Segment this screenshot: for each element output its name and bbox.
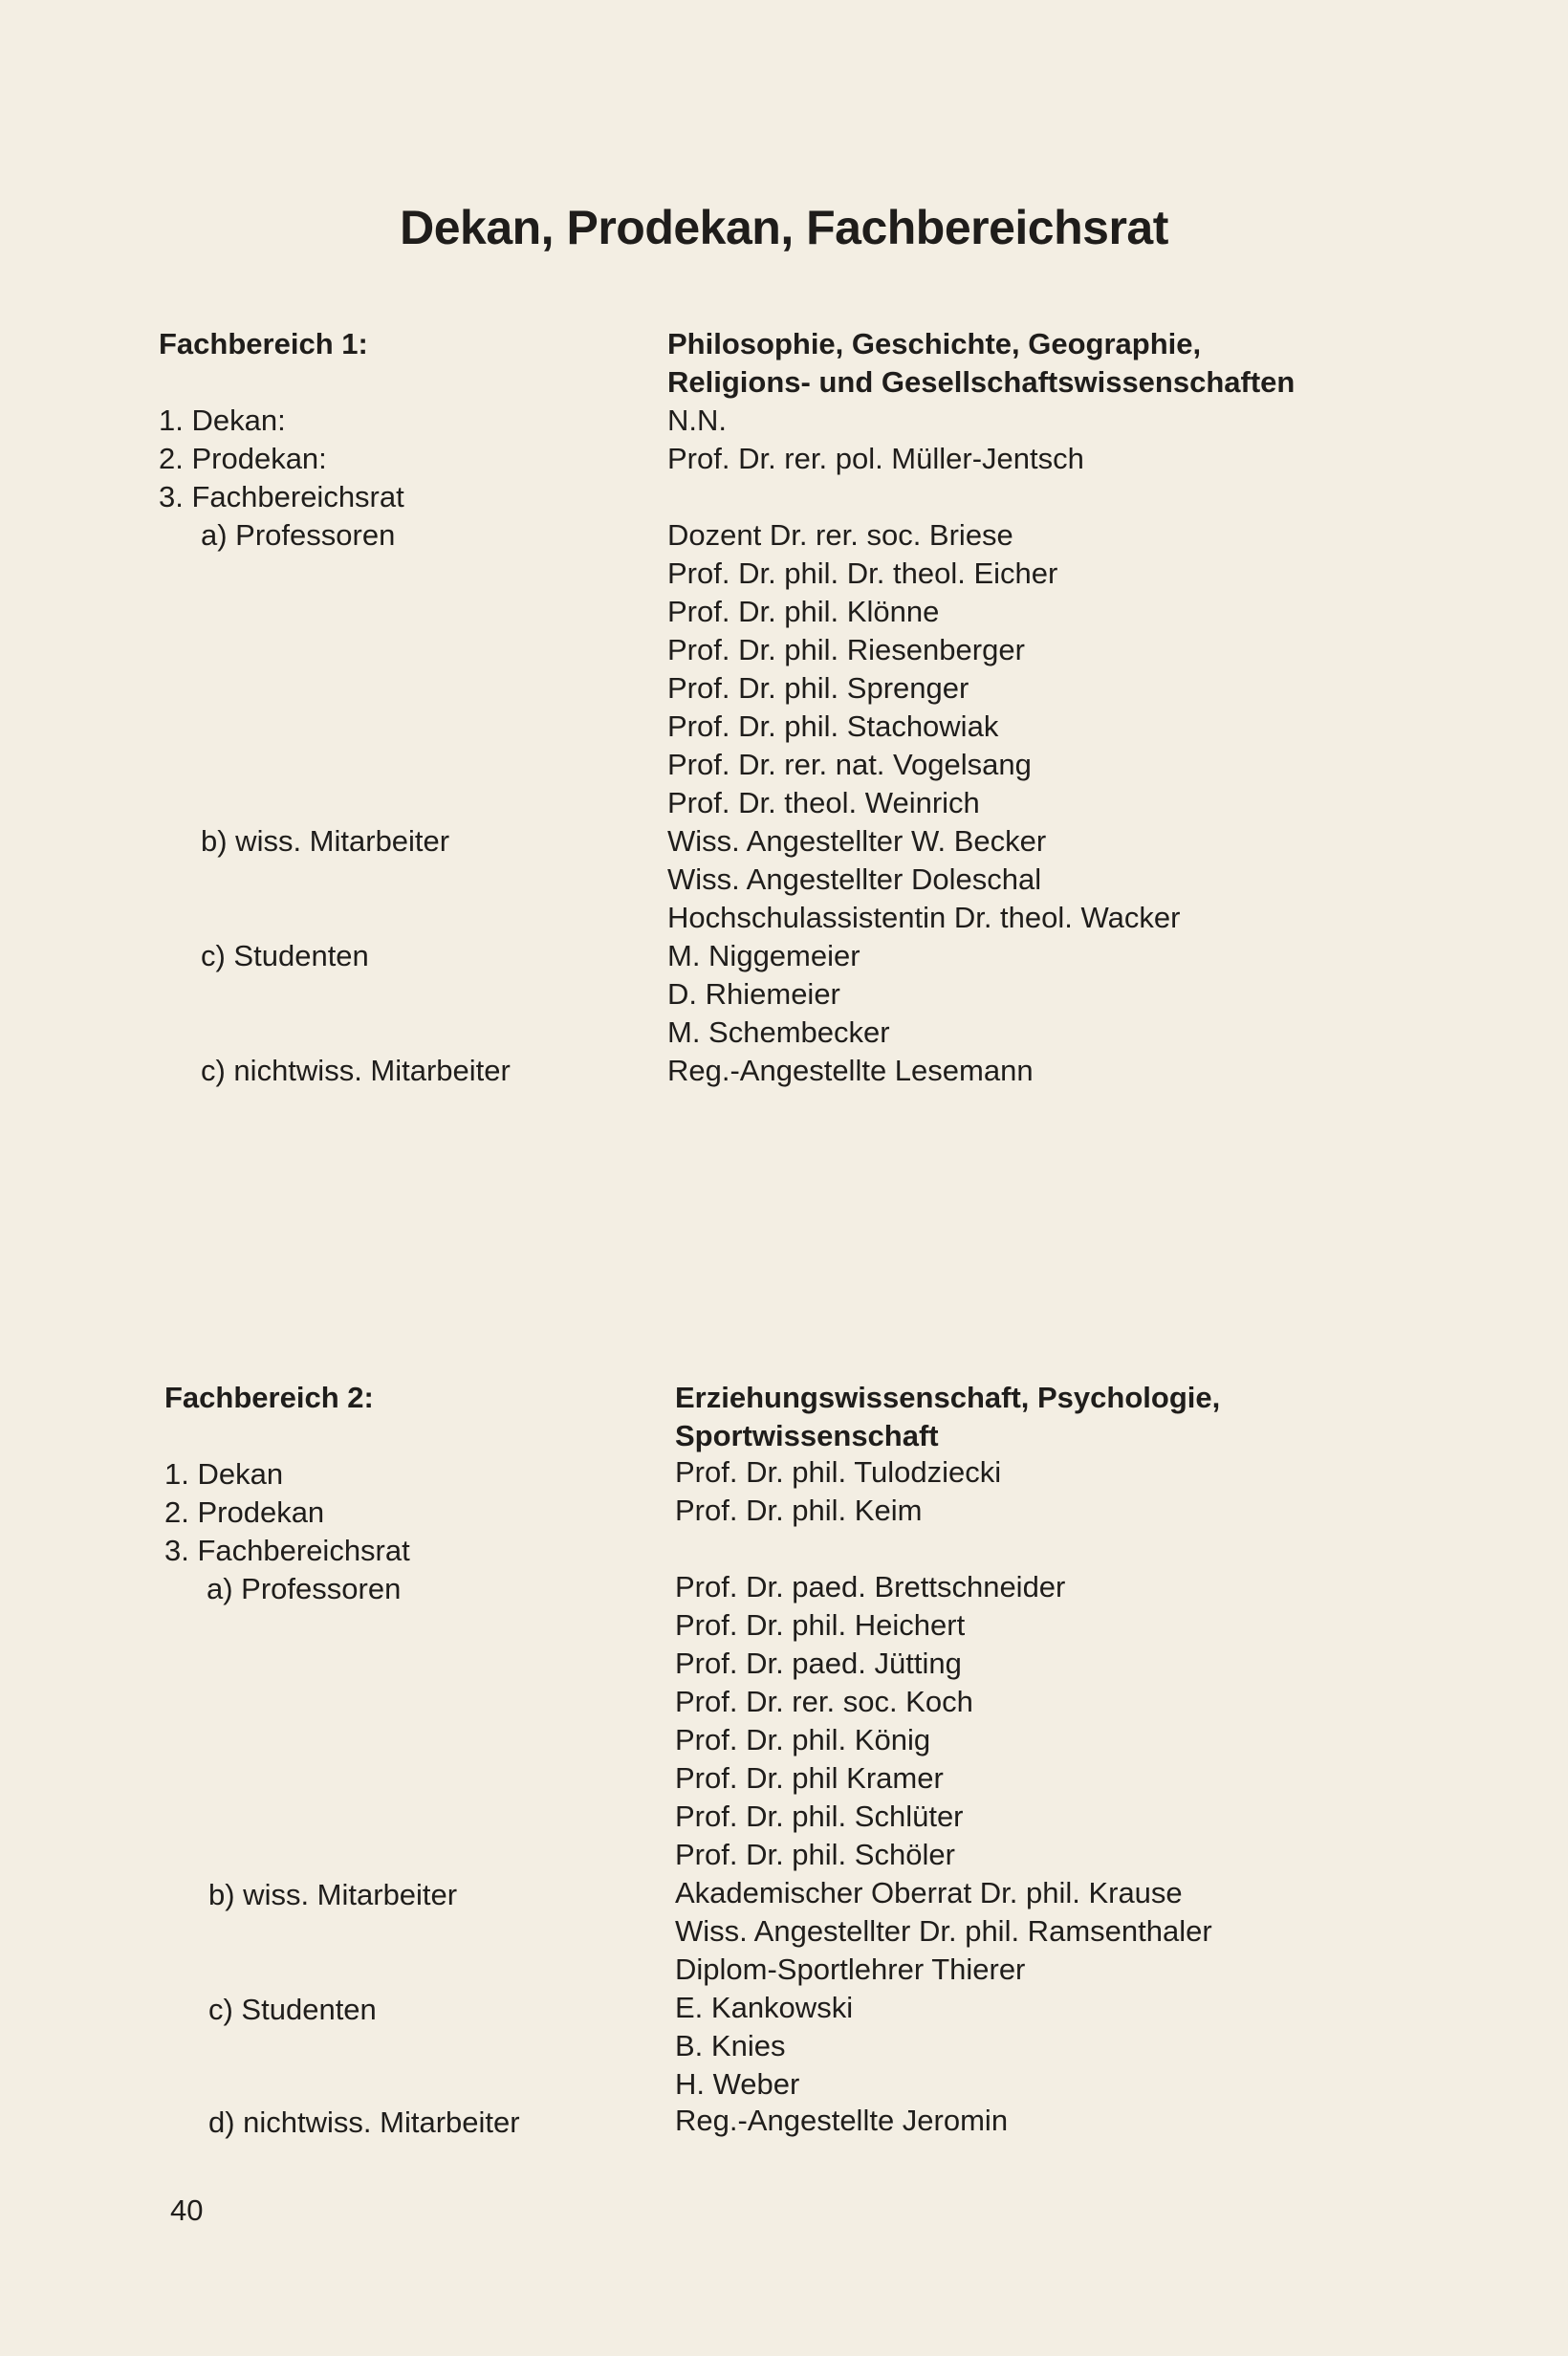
fb2-label-prodekan: 2. Prodekan — [164, 1495, 325, 1529]
list-item: Prof. Dr. phil. Schlüter — [675, 1800, 964, 1833]
fb2-name-line1: Erziehungswissenschaft, Psychologie, — [675, 1381, 1221, 1414]
fb1-prodekan: Prof. Dr. rer. pol. Müller-Jentsch — [667, 442, 1084, 475]
list-item: Reg.-Angestellte Jeromin — [675, 2104, 1009, 2137]
list-item: Prof. Dr. phil. Riesenberger — [667, 633, 1025, 666]
list-item: Dozent Dr. rer. soc. Briese — [667, 518, 1013, 552]
list-item: D. Rhiemeier — [667, 977, 840, 1011]
fb1-label-professoren: a) Professoren — [201, 518, 396, 552]
list-item: B. Knies — [675, 2029, 786, 2062]
fb2-label-studenten: c) Studenten — [208, 1993, 377, 2026]
list-item: Diplom-Sportlehrer Thierer — [675, 1952, 1026, 1986]
fb1-label-rat: 3. Fachbereichsrat — [159, 480, 404, 513]
page-title: Dekan, Prodekan, Fachbereichsrat — [400, 201, 1168, 254]
fb1-label-prodekan: 2. Prodekan: — [159, 442, 327, 475]
fb2-heading: Fachbereich 2: — [164, 1381, 374, 1414]
fb2-label-nichtwiss: d) nichtwiss. Mitarbeiter — [208, 2105, 520, 2139]
list-item: Prof. Dr. phil. Sprenger — [667, 671, 969, 705]
list-item: Hochschulassistentin Dr. theol. Wacker — [667, 901, 1181, 934]
list-item: Prof. Dr. rer. soc. Koch — [675, 1685, 973, 1718]
list-item: M. Schembecker — [667, 1015, 890, 1049]
fb2-label-dekan: 1. Dekan — [164, 1457, 284, 1491]
fb2-name-line2: Sportwissenschaft — [675, 1419, 939, 1452]
fb2-label-rat: 3. Fachbereichsrat — [164, 1534, 410, 1567]
fb1-label-wiss: b) wiss. Mitarbeiter — [201, 824, 450, 858]
list-item: M. Niggemeier — [667, 939, 860, 972]
list-item: Prof. Dr. paed. Jütting — [675, 1647, 962, 1680]
list-item: Prof. Dr. phil. Heichert — [675, 1608, 966, 1642]
list-item: Reg.-Angestellte Lesemann — [667, 1054, 1034, 1087]
fb2-prodekan: Prof. Dr. phil. Keim — [675, 1494, 923, 1527]
fb1-name-line1: Philosophie, Geschichte, Geographie, — [667, 327, 1202, 360]
list-item: Prof. Dr. phil. König — [675, 1723, 931, 1756]
list-item: Prof. Dr. phil. Schöler — [675, 1838, 955, 1871]
fb1-name-line2: Religions- und Gesellschaftswissenschaften — [667, 365, 1296, 399]
list-item: Prof. Dr. phil Kramer — [675, 1761, 944, 1795]
fb2-label-professoren: a) Professoren — [207, 1572, 402, 1605]
fb1-label-dekan: 1. Dekan: — [159, 404, 286, 437]
list-item: Akademischer Oberrat Dr. phil. Krause — [675, 1876, 1183, 1909]
list-item: Prof. Dr. phil. Dr. theol. Eicher — [667, 556, 1058, 590]
fb2-dekan: Prof. Dr. phil. Tulodziecki — [675, 1455, 1002, 1489]
list-item: Wiss. Angestellter Doleschal — [667, 862, 1042, 896]
fb1-heading: Fachbereich 1: — [159, 327, 368, 360]
list-item: H. Weber — [675, 2067, 800, 2101]
list-item: Prof. Dr. theol. Weinrich — [667, 786, 980, 819]
list-item: Wiss. Angestellter Dr. phil. Ramsenthaler — [675, 1914, 1212, 1948]
list-item: Prof. Dr. phil. Stachowiak — [667, 709, 999, 743]
page-number: 40 — [170, 2193, 204, 2227]
list-item: Prof. Dr. rer. nat. Vogelsang — [667, 748, 1032, 781]
fb1-label-nichtwiss: c) nichtwiss. Mitarbeiter — [201, 1054, 511, 1087]
list-item: Wiss. Angestellter W. Becker — [667, 824, 1047, 858]
fb1-dekan: N.N. — [667, 404, 727, 437]
list-item: Prof. Dr. paed. Brettschneider — [675, 1570, 1066, 1603]
fb2-label-wiss: b) wiss. Mitarbeiter — [208, 1878, 458, 1911]
fb1-label-studenten: c) Studenten — [201, 939, 369, 972]
list-item: Prof. Dr. phil. Klönne — [667, 595, 940, 628]
list-item: E. Kankowski — [675, 1991, 854, 2024]
